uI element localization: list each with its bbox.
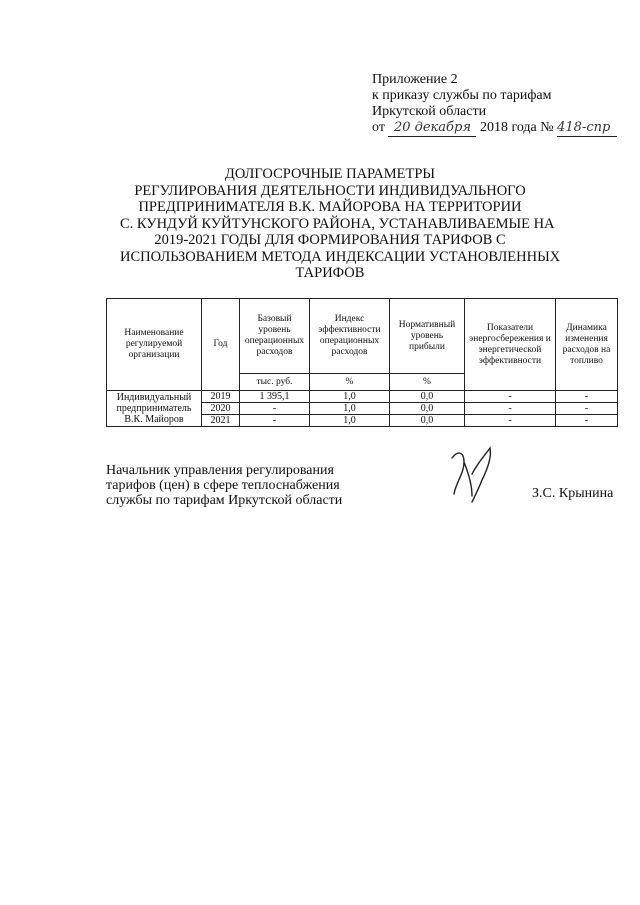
- title-line: ДОЛГОСРОЧНЫЕ ПАРАМЕТРЫ: [224, 166, 436, 182]
- cell-year: 2019: [202, 391, 240, 403]
- org-name: Индивидуальный предприниматель В.К. Майоров: [107, 391, 202, 427]
- title-line: ТАРИФОВ: [295, 265, 365, 281]
- cell-energy: -: [465, 403, 556, 415]
- title-line: ИСПОЛЬЗОВАНИЕМ МЕТОДА ИНДЕКСАЦИИ УСТАНОВЛЕННЫХ: [120, 248, 561, 265]
- attachment-date-line: [372, 120, 617, 137]
- cell-norm: 0,0: [390, 403, 465, 415]
- header-base: Базовый уровень операционных расходов: [240, 299, 310, 374]
- cell-index: 1,0: [310, 403, 390, 415]
- cell-norm: 0,0: [390, 415, 465, 427]
- title-line: 2019-2021 ГОДЫ ДЛЯ ФОРМИРОВАНИЯ ТАРИФОВ С: [154, 232, 506, 248]
- cell-fuel: -: [556, 415, 618, 427]
- cell-base: 1 395,1: [240, 391, 310, 403]
- header-norm: Нормативный уровень прибыли: [390, 299, 465, 374]
- cell-base: -: [240, 403, 310, 415]
- parameters-table: [106, 298, 618, 427]
- year-text: 2018 года №: [479, 120, 554, 135]
- handwritten-date: 20 декабря: [388, 120, 476, 137]
- cell-base: -: [240, 415, 310, 427]
- cell-year: 2020: [202, 403, 240, 415]
- unit-index: %: [310, 374, 390, 391]
- cell-fuel: -: [556, 403, 618, 415]
- unit-base: тыс. руб.: [240, 374, 310, 391]
- attachment-header: [372, 72, 617, 137]
- handwritten-signature: [442, 444, 512, 504]
- table-row: [107, 391, 618, 403]
- title-line: РЕГУЛИРОВАНИЯ ДЕЯТЕЛЬНОСТИ ИНДИВИДУАЛЬНОГО: [134, 182, 526, 199]
- cell-norm: 0,0: [390, 391, 465, 403]
- attachment-line-2: к приказу службы по тарифам: [372, 88, 552, 103]
- header-org: Наименование регулируемой организации: [107, 299, 202, 391]
- from-prefix: от: [372, 120, 385, 135]
- header-year: Год: [202, 299, 240, 391]
- table-header-row: [107, 299, 618, 374]
- document-title: [120, 166, 561, 282]
- signature-block: [106, 463, 342, 508]
- signature-line-1: Начальник управления регулирования: [106, 463, 334, 478]
- title-line: ПРЕДПРИНИМАТЕЛЯ В.К. МАЙОРОВА НА ТЕРРИТОРИИ: [138, 199, 522, 215]
- header-fuel: Динамика изменения расходов на топливо: [556, 299, 618, 391]
- signatory-name: З.С. Крынина: [532, 486, 614, 501]
- unit-norm: %: [390, 374, 465, 391]
- cell-index: 1,0: [310, 391, 390, 403]
- title-line: С. КУНДУЙ КУЙТУНСКОГО РАЙОНА, УСТАНАВЛИВАЕМЫЕ НА: [120, 215, 555, 232]
- cell-energy: -: [465, 391, 556, 403]
- cell-energy: -: [465, 415, 556, 427]
- handwritten-number: 418-спр: [557, 120, 617, 137]
- signature-line-2: тарифов (цен) в сфере теплоснабжения: [106, 478, 340, 493]
- cell-year: 2021: [202, 415, 240, 427]
- cell-index: 1,0: [310, 415, 390, 427]
- attachment-line-3: Иркутской области: [372, 104, 487, 119]
- header-energy: Показатели энергосбережения и энергетической эффективности: [465, 299, 556, 391]
- signature-line-3: службы по тарифам Иркутской области: [106, 493, 343, 508]
- attachment-line-1: Приложение 2: [372, 72, 458, 87]
- cell-fuel: -: [556, 391, 618, 403]
- header-index: Индекс эффективности операционных расходов: [310, 299, 390, 374]
